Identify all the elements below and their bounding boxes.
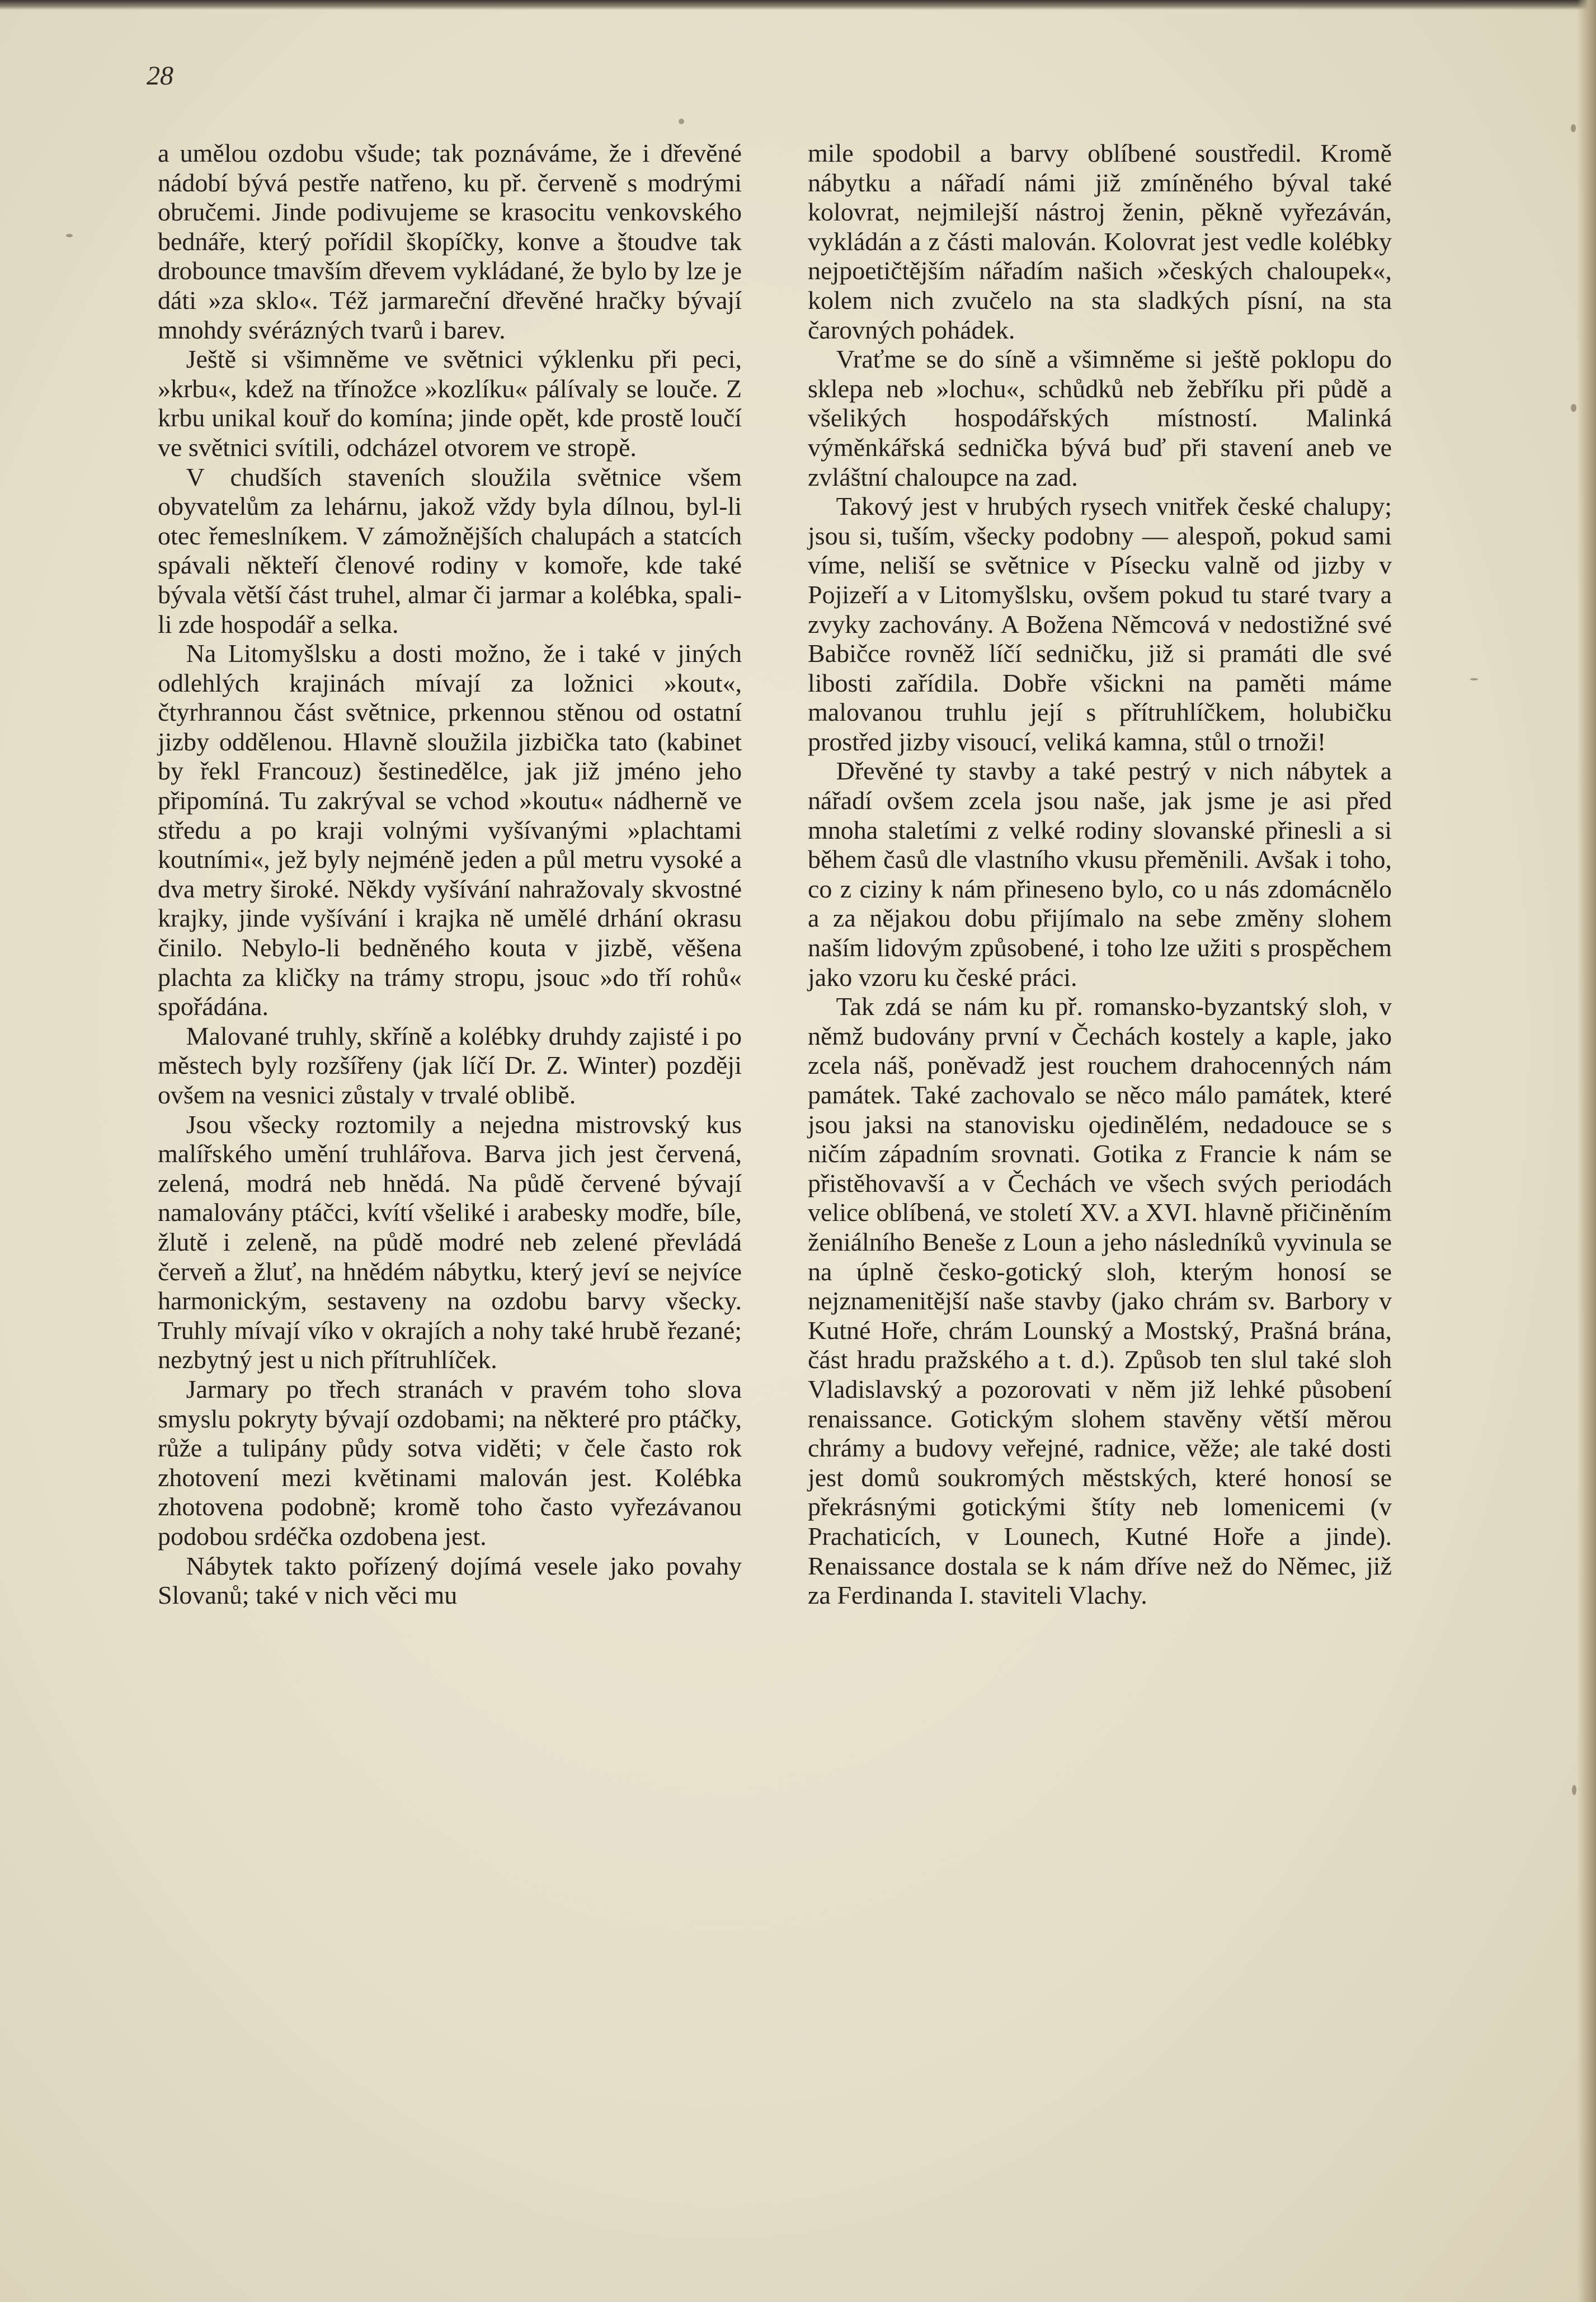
right-text-column — [808, 139, 1392, 1610]
paragraph: Ještě si všimněme ve světnici výklenku při peci, »krbu«, kdež na třínožce »kozlíku« pálívaly se louče. Z krbu unikal kouř do komína; jinde opět, kde prostě loučí ve světnici svítili, odcházel otvorem ve stropě. — [158, 345, 742, 462]
page-number: 28 — [147, 61, 173, 91]
paragraph: V chudších staveních sloužila světnice všem obyvatelům za lehárnu, jakož vždy byla dílnou, byl-li otec řemeslníkem. V zámožnějších chalupách a statcích spávali někteří členové rodiny v komoře, kde také bývala větší část truhel, almar či jarmar a kolébka, spali-li zde hospodář a selka. — [158, 462, 742, 638]
page-right-edge — [1577, 0, 1596, 2302]
paragraph: a umělou ozdobu všude; tak poznáváme, že i dřevěné nádobí bývá pestře natřeno, ku př. červeně s modrými obručemi. Jinde podivujeme se krasocitu venkovského bednáře, který pořídil škopíčky, konve a štoudve tak drobounce tmavším dřevem vykládané, že bylo by lze je dáti »za sklo«. Též jarmareční dřevěné hračky bývají mnohdy svérázných tvarů i barev. — [158, 139, 742, 344]
paragraph: Vraťme se do síně a všimněme si ještě poklopu do sklepa neb »lochu«, schůdků neb žebříku při půdě a všelikých hospodářských místností. Malinká výměnkářská sednička bývá buď při stavení aneb ve zvláštní chaloupce na zad. — [808, 345, 1392, 491]
paragraph: Malované truhly, skříně a kolébky druhdy zajisté i po městech byly rozšířeny (jak líčí Dr. Z. Winter) později ovšem na vesnici zůstaly v trvalé oblibě. — [158, 1021, 742, 1109]
paper-speck — [1572, 1785, 1576, 1795]
paragraph: Takový jest v hrubých rysech vnitřek české chalupy; jsou si, tuším, všecky podobny — alespoň, pokud sami víme, neliší se světnice v Písecku valně od jizby v Pojizeří a v Litomyšlsku, ovšem pokud tu staré tvary a zvyky zachovány. A Božena Němcová v nedostižné své Babičce rovněž líčí sedničku, již si pramáti dle své libosti zařídila. Dobře všickni na paměti máme malovanou truhlu její s přítruhlíčkem, holubičku prostřed jizby visoucí, veliká kamna, stůl o trnoži! — [808, 492, 1392, 756]
paragraph: Tak zdá se nám ku př. romansko-byzantský sloh, v němž budovány první v Čechách kostely a kaple, jako zcela náš, poněvadž jest rouchem drahocenných nám památek. Také zachovalo se něco málo památek, které jsou jaksi na stanovisku ojedinělém, nedadouce se s ničím západním srovnati. Gotika z Francie k nám se přistěhovavší a v Čechách ve všech svých periodách velice oblíbená, ve století XV. a XVI. hlavně přičiněním ženiálního Beneše z Loun a jeho následníků vyvinula se na úplně česko-gotický sloh, kterým honosí se nejznamenitější naše stavby (jako chrám sv. Barbory v Kutné Hoře, chrám Lounský a Mostský, Prašná brána, část hradu pražského a t. d.). Způsob ten slul také sloh Vladislavský a pozorovati v něm již lehké působení renaissance. Gotickým slohem stavěny větší měrou chrámy a budovy veřejné, radnice, věže; ale také dosti jest domů soukromých městských, které honosí se překrásnými gotickými štíty neb lomenicemi (v Prachaticích, v Lounech, Kutné Hoře a jinde). Renaissance dostala se k nám dříve než do Němec, již za Ferdinanda I. staviteli Vlachy. — [808, 992, 1392, 1610]
paper-speck — [1571, 124, 1576, 132]
paper-speck — [1470, 678, 1478, 680]
paragraph: mile spodobil a barvy oblíbené soustředil. Kromě nábytku a nářadí námi již zmíněného býval také kolovrat, nejmilejší nástroj ženin, pěkně vyřezáván, vykládán a z části malován. Kolovrat jest vedle kolébky nejpoetičtějším nářadím našich »českých chaloupek«, kolem nich zvučelo na sta sladkých písní, na sta čarovných pohádek. — [808, 139, 1392, 344]
paragraph: Jarmary po třech stranách v pravém toho slova smyslu pokryty bývají ozdobami; na některé pro ptáčky, růže a tulipány půdy sotva viděti; v čele často rok zhotovení mezi květinami malován jest. Kolébka zhotovena podobně; kromě toho často vyřezávanou podobou srdéčka ozdobena jest. — [158, 1374, 742, 1551]
paragraph: Jsou všecky roztomily a nejedna mistrovský kus malířského umění truhlářova. Barva jich jest červená, zelená, modrá neb hnědá. Na půdě červené bývají namalovány ptáčci, kvítí všeliké i arabesky modře, bíle, žlutě i zeleně, na půdě modré neb zelené převládá červeň a žluť, na hnědém nábytku, který jeví se nejvíce harmonickým, sestaveny na ozdobu barvy všecky. Truhly mívají víko v okrajích a nohy také hrubě řezané; nezbytný jest u nich přítruhlíček. — [158, 1110, 742, 1374]
paper-speck — [66, 234, 73, 237]
paragraph: Nábytek takto pořízený dojímá vesele jako povahy Slovanů; také v nich věci mu — [158, 1551, 742, 1610]
paper-speck — [1571, 404, 1576, 412]
paragraph: Dřevěné ty stavby a také pestrý v nich nábytek a nářadí ovšem zcela jsou naše, jak jsme je asi před mnoha staletími z velké rodiny slovanské přinesli a si během časů dle vlastního vkusu přeměnili. Avšak i toho, co z ciziny k nám přineseno bylo, co u nás zdomácnělo a za nějakou dobu přijímalo na sebe změny slohem naším lidovým způsobené, i toho lze užiti s prospěchem jako vzoru ku české práci. — [808, 757, 1392, 992]
paragraph: Na Litomyšlsku a dosti možno, že i také v jiných odlehlých krajinách mívají za ložnici »kout«, čtyrhrannou část světnice, prkennou stěnou od ostatní jizby oddělenou. Hlavně sloužila jizbička tato (kabinet by řekl Francouz) šestinedělce, jak již jméno jeho připomíná. Tu zakrýval se vchod »koutu« nádherně ve středu a po kraji volnými vyšívanými »plachtami koutními«, jež byly nejméně jeden a půl metru vysoké a dva metry široké. Někdy vyšívání nahražovaly skvostné krajky, jinde vyšívání i krajka ně umělé drhání okrasu činilo. Nebylo-li bedněného kouta v jizbě, věšena plachta za kličky na trámy stropu, jsouc »do tří rohů« spořádána. — [158, 639, 742, 1021]
page-top-edge — [0, 0, 1596, 10]
paper-speck — [679, 119, 684, 124]
left-text-column — [158, 139, 742, 1610]
